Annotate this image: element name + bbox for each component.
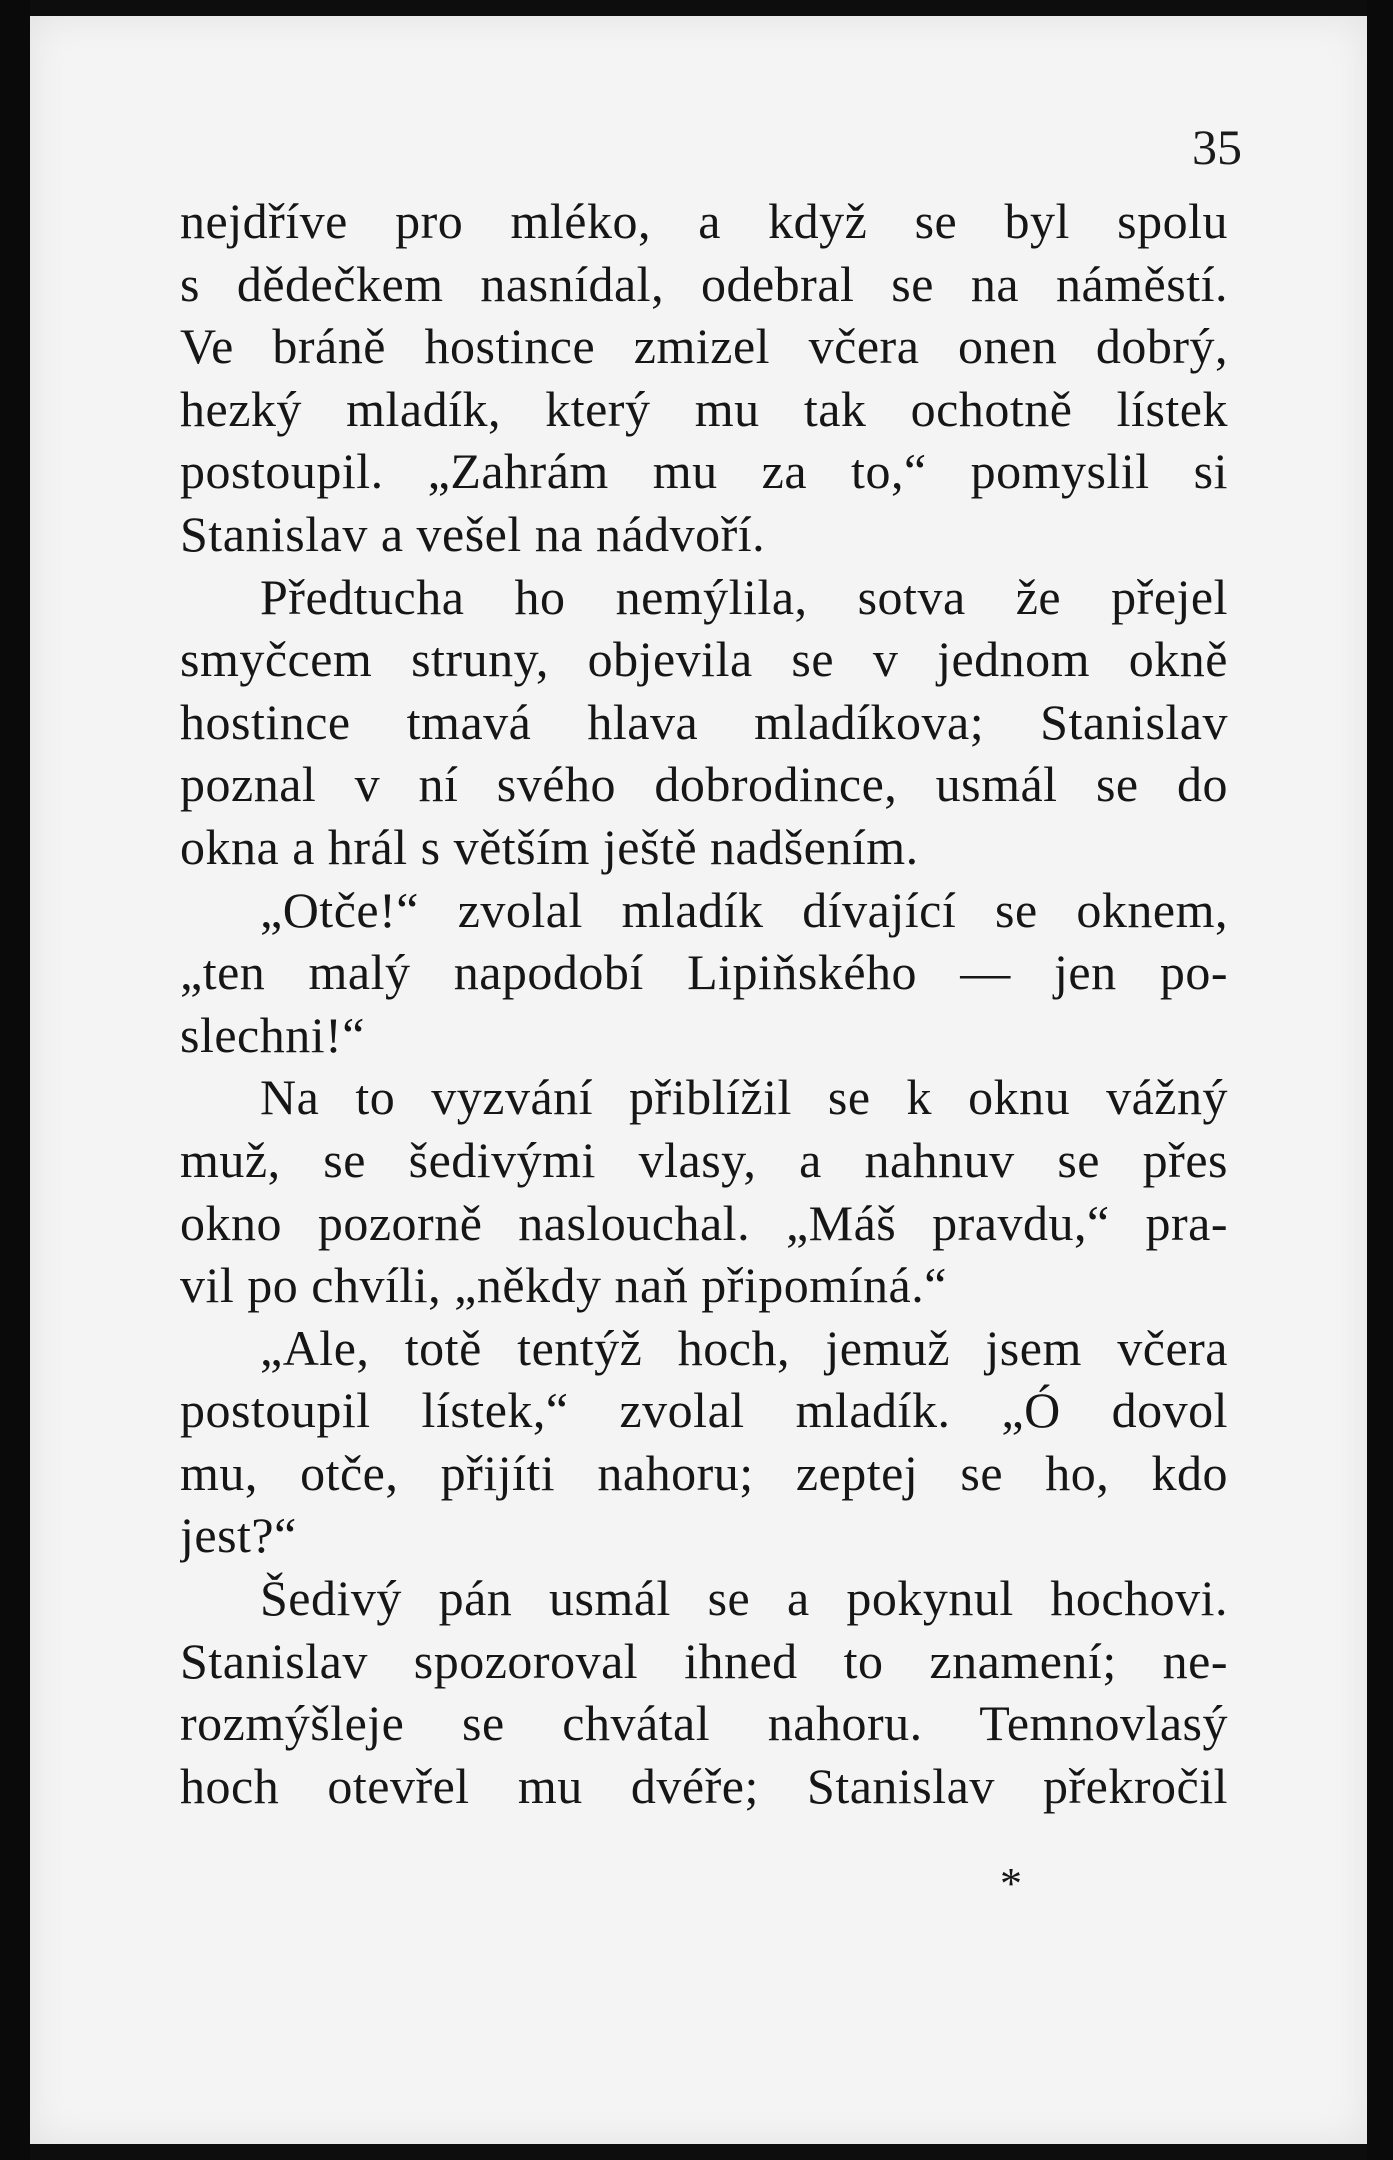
text-line: Na to vyzvání přiblížil se k oknu vážný	[260, 1069, 1228, 1126]
text-line: Stanislav spozoroval ihned to znamení; ne-	[180, 1632, 1228, 1689]
scan-border-right	[1367, 0, 1393, 2160]
text-line: mu, otče, přijíti nahoru; zeptej se ho, kdo	[180, 1444, 1228, 1501]
text-line: okno pozorně naslouchal. „Máš pravdu,“ pra-	[180, 1194, 1228, 1251]
text-line: muž, se šedivými vlasy, a nahnuv se přes	[180, 1131, 1228, 1188]
text-line: rozmýšleje se chvátal nahoru. Temnovlasý	[180, 1695, 1228, 1752]
text-line: postoupil. „Zahrám mu za to,“ pomyslil si	[180, 443, 1228, 500]
text-line: Stanislav a vešel na nádvoří.	[180, 505, 766, 562]
text-line: poznal v ní svého dobrodince, usmál se do	[180, 756, 1228, 813]
scan-border-left	[0, 0, 30, 2160]
text-line: „ten malý napodobí Lipiňského — jen po-	[180, 944, 1228, 1001]
text-line: Šedivý pán usmál se a pokynul hochovi.	[260, 1570, 1228, 1627]
body-text	[180, 190, 1228, 1817]
text-line: Předtucha ho nemýlila, sotva že přejel	[260, 568, 1228, 625]
text-line: vil po chvíli, „někdy naň připomíná.“	[180, 1257, 947, 1314]
signature-mark: *	[1000, 1859, 1022, 1908]
text-line: slechni!“	[180, 1006, 365, 1063]
text-line: Ve bráně hostince zmizel včera onen dobrý,	[180, 318, 1228, 375]
text-line: smyčcem struny, objevila se v jednom okně	[180, 631, 1228, 688]
text-line: nejdříve pro mléko, a když se byl spolu	[180, 193, 1228, 249]
text-line: „Otče!“ zvolal mladík dívající se oknem,	[260, 881, 1228, 938]
text-line: postoupil lístek,“ zvolal mladík. „Ó dovol	[180, 1382, 1228, 1439]
text-line: jest?“	[180, 1507, 297, 1564]
text-line: okna a hrál s větším ještě nadšením.	[180, 818, 919, 875]
text-line: s dědečkem nasnídal, odebral se na náměstí.	[180, 255, 1228, 312]
page-number: 35	[1192, 119, 1242, 175]
text-line: hoch otevřel mu dvéře; Stanislav překročil	[180, 1757, 1228, 1814]
text-line: hostince tmavá hlava mladíkova; Stanislav	[180, 693, 1228, 750]
text-line: „Ale, totě tentýž hoch, jemuž jsem včera	[260, 1319, 1228, 1376]
text-line: hezký mladík, který mu tak ochotně lístek	[180, 380, 1228, 437]
